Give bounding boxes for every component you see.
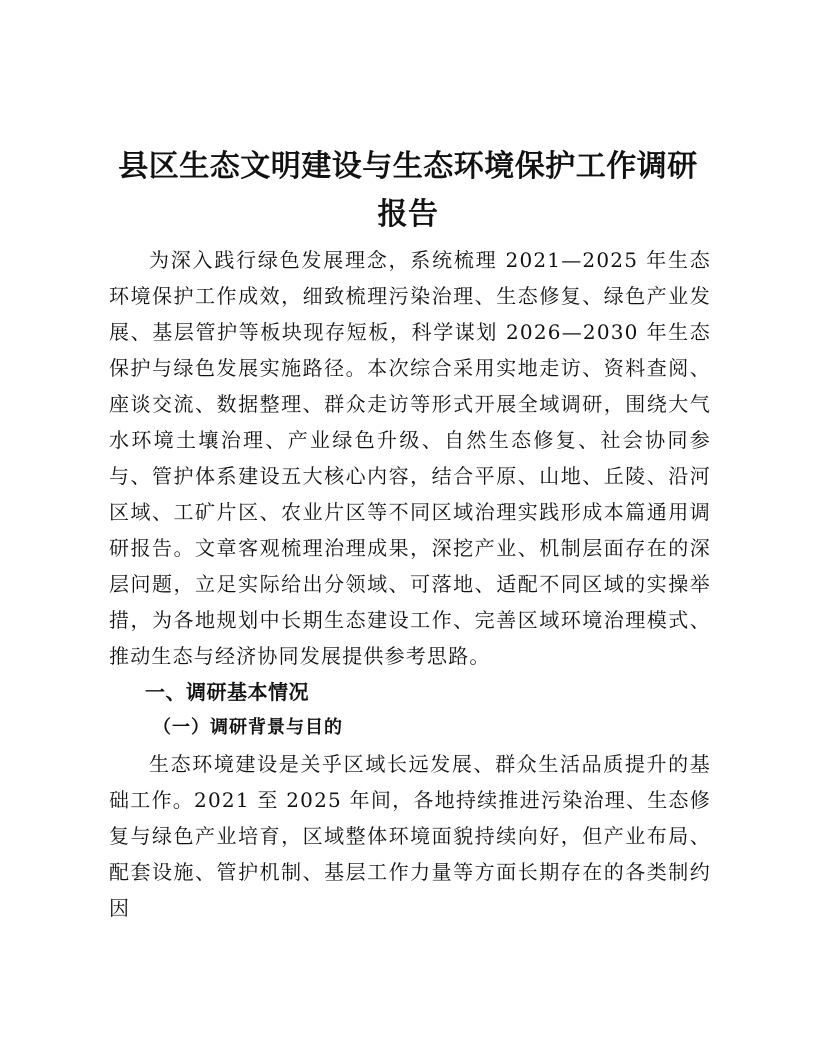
- document-title: 县区生态文明建设与生态环境保护工作调研报告: [118, 149, 698, 232]
- document-body: [109, 242, 711, 926]
- intro-paragraph: 为深入践行绿色发展理念，系统梳理 2021—2025 年生态环境保护工作成效，细致梳理污染治理、生态修复、绿色产业发展、基层管护等板块现存短板，科学谋划 2026—2030 年生态保护与绿色发展实施路径。本次综合采用实地走访、资料查阅、座谈交流、数据整理、群众走访等形式开展全域调研，围绕大气水环境土壤治理、产业绿色升级、自然生态修复、社会协同参与、管护体系建设五大核心内容，结合平原、山地、丘陵、沿河区域、工矿片区、农业片区等不同区域治理实践形成本篇通用调研报告。文章客观梳理治理成果，深挖产业、机制层面存在的深层问题，立足实际给出分领域、可落地、适配不同区域的实操举措，为各地规划中长期生态建设工作、完善区域环境治理模式、推动生态与经济协同发展提供参考思路。: [109, 248, 711, 668]
- body-paragraph: 生态环境建设是关乎区域长远发展、群众生活品质提升的基础工作。2021 至 2025 年间，各地持续推进污染治理、生态修复与绿色产业培育，区域整体环境面貌持续向好，但产业布局、配套设施、管护机制、基层工作力量等方面长期存在的各类制约因: [109, 752, 711, 920]
- subsection-heading: （一）调研背景与目的: [153, 717, 343, 738]
- section-heading: 一、调研基本情况: [145, 680, 309, 704]
